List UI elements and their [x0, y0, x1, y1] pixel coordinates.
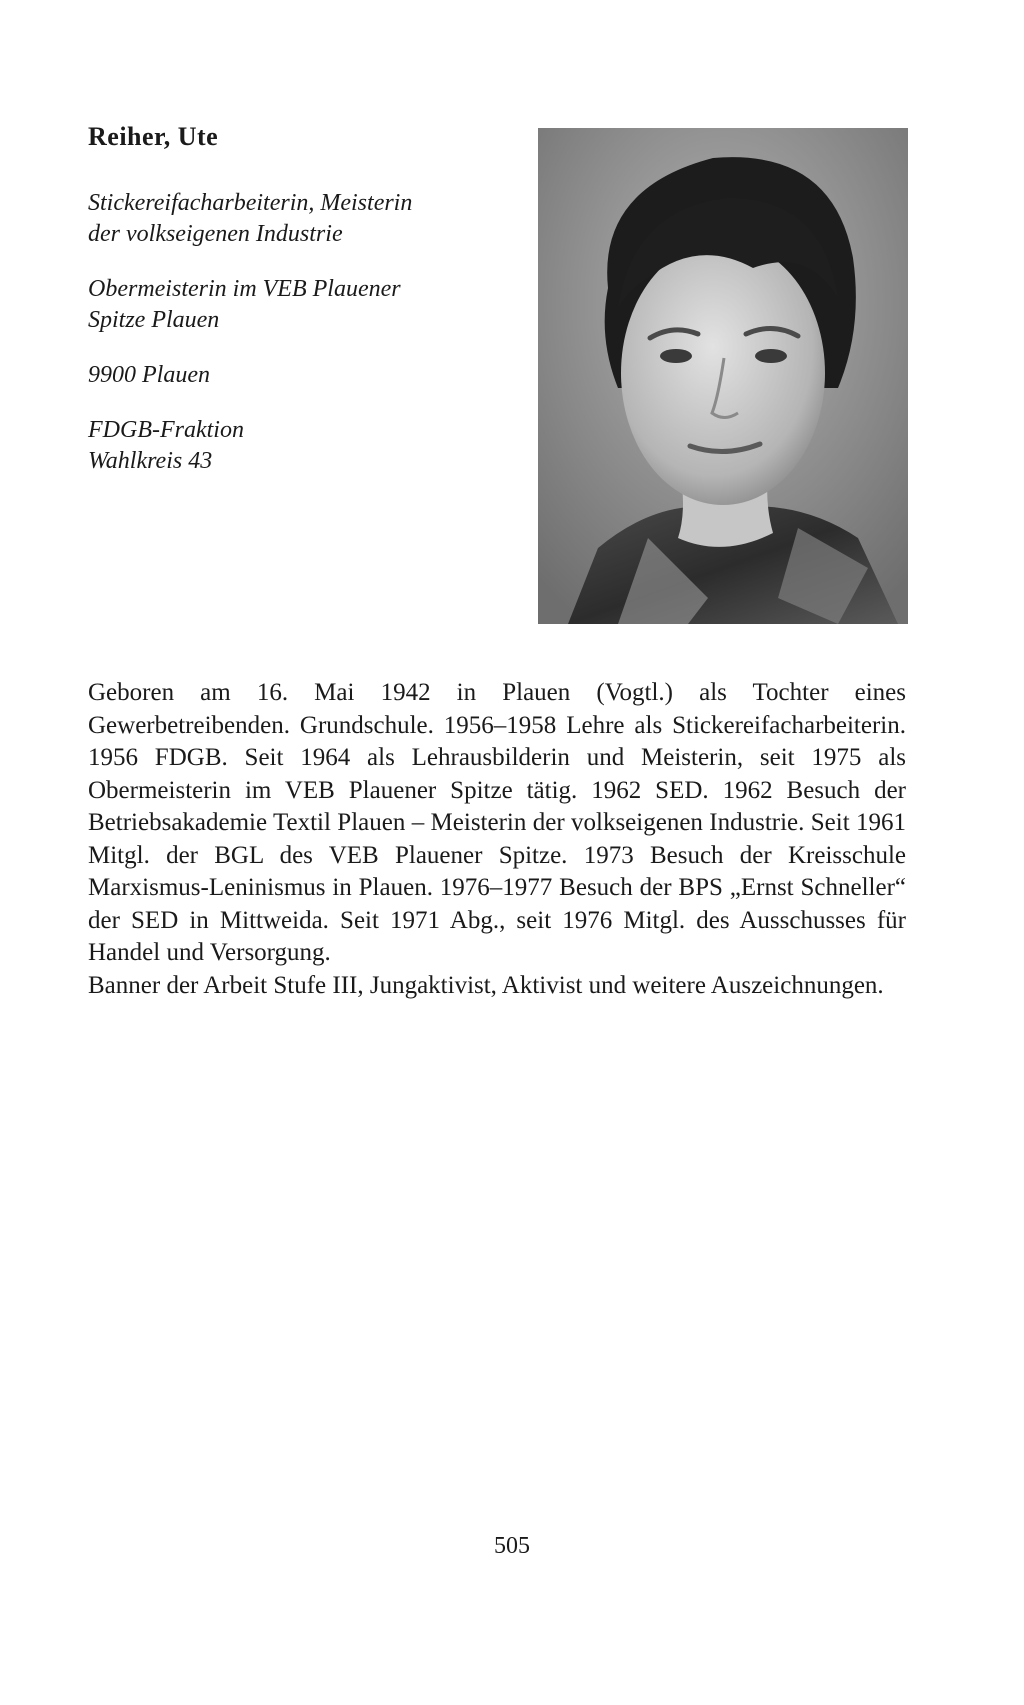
page-number: 505 — [494, 1533, 530, 1559]
biography-paragraph: Geboren am 16. Mai 1942 in Plauen (Vogtl.) als Tochter eines Gewerbetreibenden. Grundschule. 1956–1958 Lehre als Stickereifacharbeiterin. 1956 FDGB. Seit 1964 als Lehrausbilderin und Meisterin, seit 1975 als Obermeisterin im VEB Plauener Spitze tätig. 1962 SED. 1962 Besuch der Betriebsakademie Textil Plauen – Meisterin der volkseigenen Industrie. Seit 1961 Mitgl. der BGL des VEB Plauener Spitze. 1973 Besuch der Kreisschule Marxismus-Leninismus in Plauen. 1976–1977 Besuch der BPS „Ernst Schneller“ der SED in Mittweida. Seit 1971 Abg., seit 1976 Mitgl. des Ausschusses für Handel und Versorgung. — [88, 679, 906, 966]
faction-text: FDGB-Fraktion Wahlkreis 43 — [88, 417, 244, 474]
person-details — [88, 188, 508, 501]
location-text: 9900 Plauen — [88, 362, 210, 388]
person-name: Reiher, Ute — [88, 122, 219, 151]
awards-paragraph: Banner der Arbeit Stufe III, Jungaktivist, Aktivist und weitere Auszeichnungen. — [88, 971, 884, 999]
profession-text: Stickereifacharbeiterin, Meisterin der volkseigenen Industrie — [88, 190, 413, 247]
position-text: Obermeisterin im VEB Plauener Spitze Plauen — [88, 276, 401, 333]
portrait-photo — [538, 128, 908, 624]
biography-text — [88, 677, 906, 1002]
